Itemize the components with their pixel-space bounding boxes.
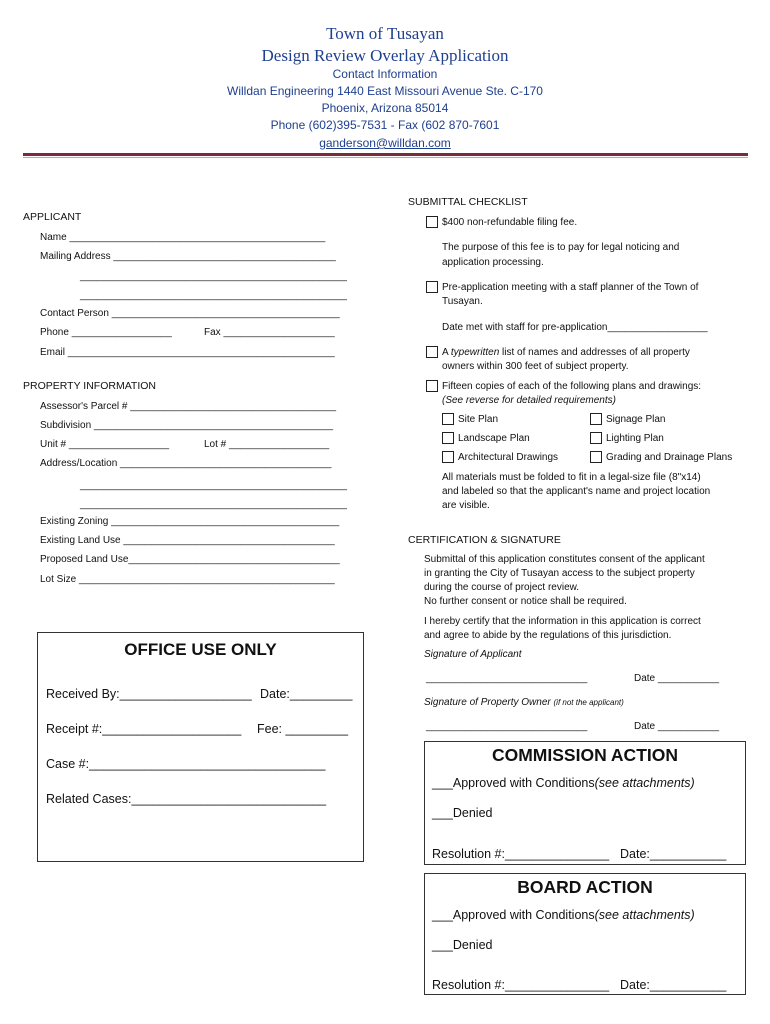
- related-cases-field[interactable]: Related Cases:____________________________: [46, 792, 327, 806]
- address-line-2[interactable]: ________________________________________________: [80, 480, 347, 491]
- lot-size-field[interactable]: Lot Size ______________________________________________: [40, 574, 335, 585]
- architectural-drawings-checkbox[interactable]: [442, 451, 454, 463]
- fee-note-line-1: The purpose of this fee is to pay for legal noticing and: [442, 242, 680, 253]
- board-action-box: [424, 873, 746, 995]
- commission-date-field[interactable]: Date:___________: [620, 847, 727, 861]
- owners-text-a: A: [442, 347, 451, 358]
- copies-item-line-1: Fifteen copies of each of the following plans and drawings:: [442, 381, 702, 392]
- fax-field[interactable]: Fax ____________________: [204, 327, 335, 338]
- mailing-address-line-3[interactable]: ________________________________________________: [80, 290, 347, 301]
- contact-phone: Phone (602)395-7531 - Fax (602 870-7601: [270, 118, 500, 132]
- certification-p1-line-3: during the course of project review.: [424, 582, 580, 593]
- property-heading: PROPERTY INFORMATION: [23, 380, 157, 392]
- commission-approved-label: ___Approved with Conditions: [432, 776, 595, 790]
- form-title: Design Review Overlay Application: [261, 46, 509, 65]
- landscape-plan-checkbox[interactable]: [442, 432, 454, 444]
- address-location-field[interactable]: Address/Location ______________________________________: [40, 458, 332, 469]
- board-approved-option[interactable]: [432, 908, 695, 922]
- lighting-plan-label: Lighting Plan: [606, 433, 664, 444]
- commission-approved-note: (see attachments): [594, 776, 695, 790]
- owners-list-checkbox[interactable]: [426, 346, 438, 358]
- applicant-signature-label: Signature of Applicant: [424, 649, 522, 660]
- fold-note-line-3: are visible.: [442, 500, 490, 511]
- unit-field[interactable]: Unit # __________________: [40, 439, 170, 450]
- certification-p1-line-1: Submittal of this application constitutes consent of the applicant: [424, 554, 705, 565]
- mailing-address-line-2[interactable]: ________________________________________________: [80, 271, 347, 282]
- site-plan-label: Site Plan: [458, 414, 499, 425]
- town-title: Town of Tusayan: [326, 24, 444, 43]
- grading-drainage-checkbox[interactable]: [590, 451, 602, 463]
- landscape-plan-label: Landscape Plan: [458, 433, 530, 444]
- owners-list-item-line-1: [442, 347, 690, 358]
- certification-p2-line-1: I hereby certify that the information in this application is correct: [424, 616, 701, 627]
- commission-approved-option[interactable]: [432, 776, 695, 790]
- email-field[interactable]: Email ________________________________________________: [40, 347, 335, 358]
- copies-item-line-2: (See reverse for detailed requirements): [442, 395, 616, 406]
- case-field[interactable]: Case #:__________________________________: [46, 757, 326, 771]
- signage-plan-label: Signage Plan: [606, 414, 666, 425]
- preapp-item-line-1: Pre-application meeting with a staff planner of the Town of: [442, 282, 699, 293]
- mailing-address-field[interactable]: Mailing Address ________________________________________: [40, 251, 336, 262]
- signage-plan-checkbox[interactable]: [590, 413, 602, 425]
- address-line-3[interactable]: ________________________________________________: [80, 499, 347, 510]
- architectural-drawings-label: Architectural Drawings: [458, 452, 559, 463]
- copies-checkbox[interactable]: [426, 380, 438, 392]
- owner-signature-label: [424, 697, 624, 708]
- owners-text-c: list of names and addresses of all property: [499, 347, 690, 358]
- certification-p1-line-2: in granting the City of Tusayan access to the subject property: [424, 568, 695, 579]
- contact-email[interactable]: ganderson@willdan.com: [319, 136, 451, 150]
- phone-field[interactable]: Phone __________________: [40, 327, 172, 338]
- owners-list-item-line-2: owners within 300 feet of subject property.: [442, 361, 629, 372]
- contact-label: Contact Information: [332, 67, 438, 81]
- fold-note-line-1: All materials must be folded to fit in a legal-size file (8"x14): [442, 472, 701, 483]
- fee-field[interactable]: Fee: _________: [257, 722, 349, 736]
- header-rule-shadow: [23, 157, 748, 158]
- proposed-land-use-field[interactable]: Proposed Land Use______________________________________: [40, 554, 340, 565]
- commission-denied-option[interactable]: ___Denied: [432, 806, 493, 820]
- fee-checkbox[interactable]: [426, 216, 438, 228]
- receipt-field[interactable]: Receipt #:____________________: [46, 722, 242, 736]
- board-action-title: BOARD ACTION: [517, 877, 653, 897]
- contact-person-field[interactable]: Contact Person _________________________________________: [40, 308, 340, 319]
- preapp-checkbox[interactable]: [426, 281, 438, 293]
- subdivision-field[interactable]: Subdivision ___________________________________________: [40, 420, 334, 431]
- checklist-heading: SUBMITTAL CHECKLIST: [408, 196, 528, 208]
- date-met-field[interactable]: Date met with staff for pre-application__________________: [442, 322, 708, 333]
- parcel-field[interactable]: Assessor's Parcel # _____________________________________: [40, 401, 337, 412]
- owner-signature-text: Signature of Property Owner: [424, 697, 551, 708]
- board-date-field[interactable]: Date:___________: [620, 978, 727, 992]
- certification-heading: CERTIFICATION & SIGNATURE: [408, 534, 561, 546]
- commission-action-title: COMMISSION ACTION: [491, 745, 678, 765]
- office-date-field[interactable]: Date:_________: [260, 687, 353, 701]
- contact-email-link[interactable]: [0, 136, 770, 150]
- applicant-date-field[interactable]: Date ___________: [634, 673, 720, 684]
- lighting-plan-checkbox[interactable]: [590, 432, 602, 444]
- applicant-signature-line[interactable]: _____________________________: [426, 673, 588, 684]
- applicant-name-field[interactable]: Name ______________________________________________: [40, 232, 326, 243]
- fold-note-line-2: and labeled so that the applicant's name and project location: [442, 486, 711, 497]
- existing-land-use-field[interactable]: Existing Land Use ______________________________________: [40, 535, 335, 546]
- preapp-item-line-2: Tusayan.: [442, 296, 483, 307]
- lot-field[interactable]: Lot # __________________: [204, 439, 330, 450]
- site-plan-checkbox[interactable]: [442, 413, 454, 425]
- board-denied-option[interactable]: ___Denied: [432, 938, 493, 952]
- contact-address: Willdan Engineering 1440 East Missouri Avenue Ste. C-170: [227, 84, 543, 98]
- board-resolution-field[interactable]: Resolution #:_______________: [432, 978, 610, 992]
- contact-city: Phoenix, Arizona 85014: [321, 101, 449, 115]
- header-rule: [23, 153, 748, 156]
- commission-resolution-field[interactable]: Resolution #:_______________: [432, 847, 610, 861]
- existing-zoning-field[interactable]: Existing Zoning _________________________________________: [40, 516, 340, 527]
- received-by-field[interactable]: Received By:___________________: [46, 687, 252, 701]
- commission-action-box: [424, 741, 746, 865]
- owner-signature-note: (if not the applicant): [553, 698, 624, 707]
- certification-p1-line-4: No further consent or notice shall be required.: [424, 596, 627, 607]
- office-use-title: OFFICE USE ONLY: [124, 640, 277, 659]
- certification-p2-line-2: and agree to abide by the regulations of this jurisdiction.: [424, 630, 672, 641]
- applicant-heading: APPLICANT: [23, 211, 82, 223]
- office-use-box: [37, 632, 364, 862]
- owner-signature-line[interactable]: _____________________________: [426, 721, 588, 732]
- fee-note-line-2: application processing.: [442, 257, 544, 268]
- fee-item: $400 non-refundable filing fee.: [442, 217, 578, 228]
- board-approved-note: (see attachments): [594, 908, 695, 922]
- grading-drainage-label: Grading and Drainage Plans: [606, 452, 733, 463]
- board-approved-label: ___Approved with Conditions: [432, 908, 595, 922]
- owner-date-field[interactable]: Date ___________: [634, 721, 720, 732]
- owners-text-typewritten: typewritten: [450, 347, 500, 358]
